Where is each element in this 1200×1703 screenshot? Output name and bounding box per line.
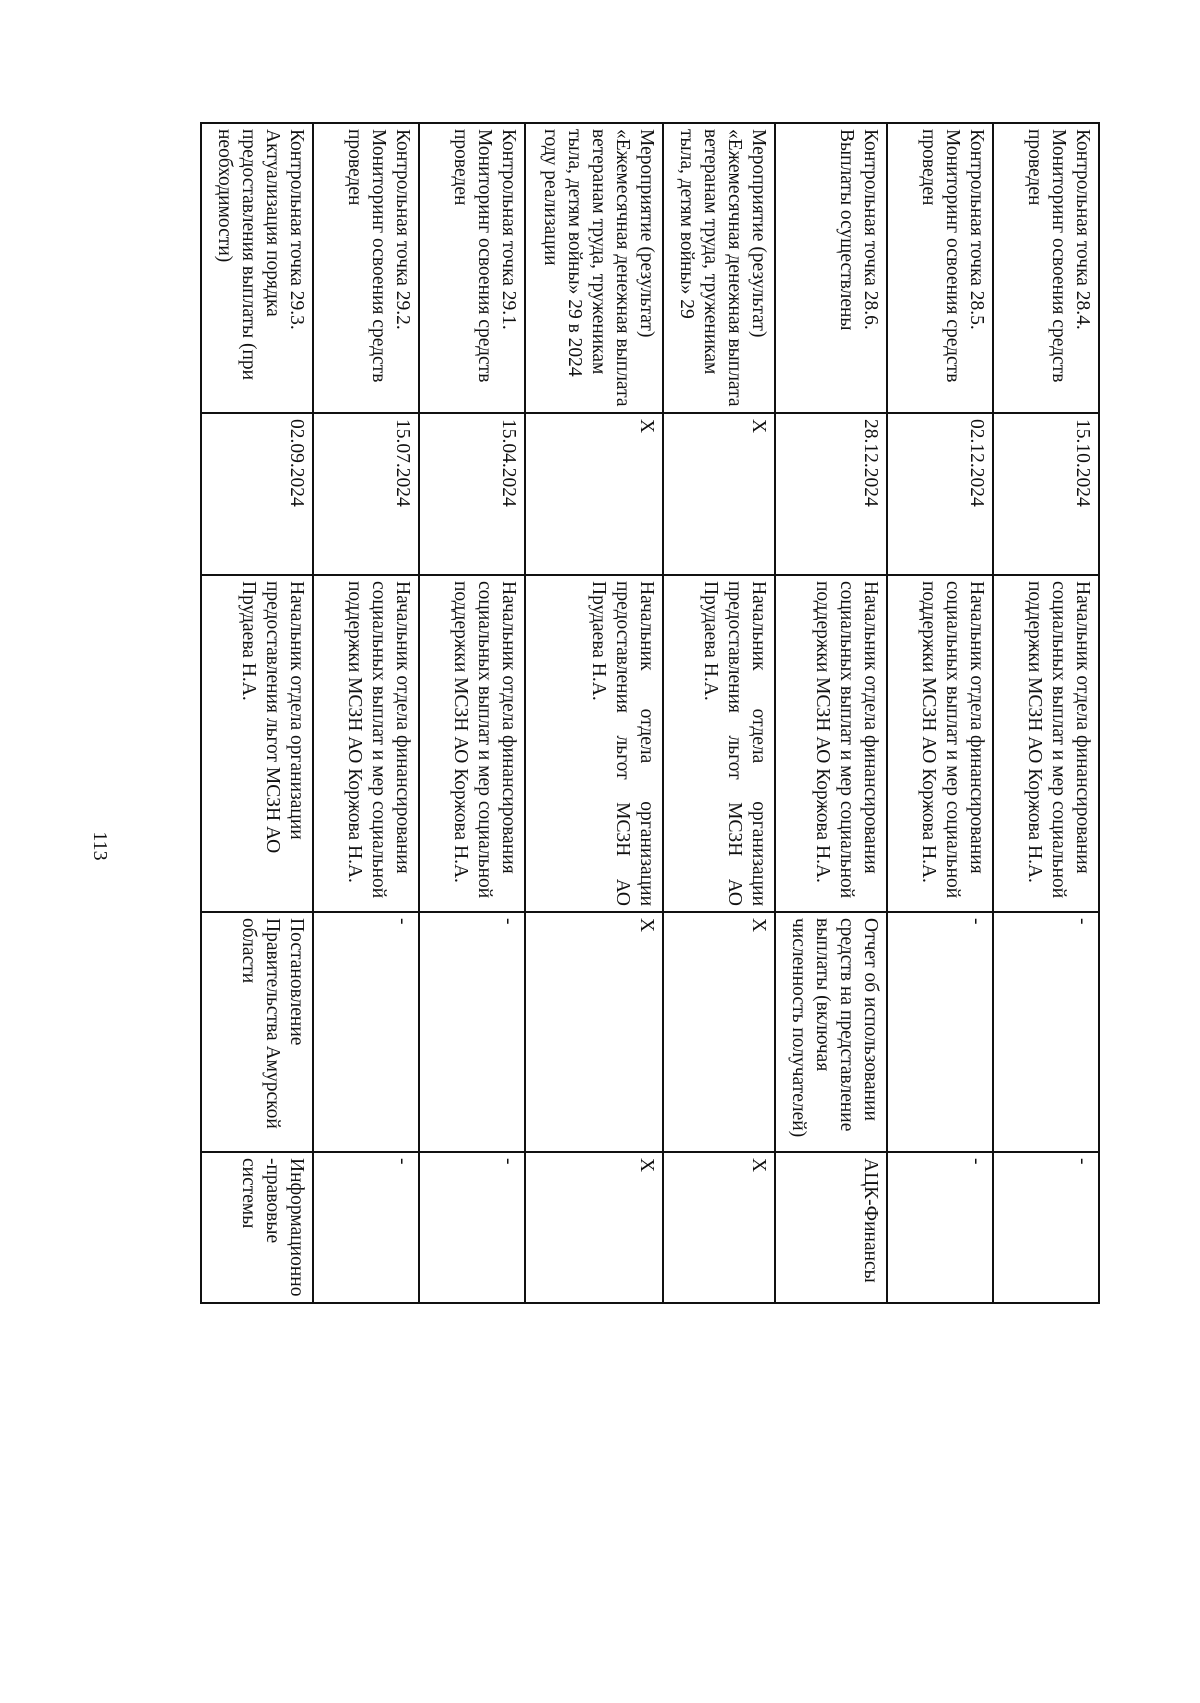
table-row: [887, 123, 993, 1303]
table-row: [525, 123, 663, 1303]
cell-document: -: [419, 912, 525, 1152]
cell-system: -: [993, 1152, 1099, 1303]
cell-name: Контрольная точка 29.2. Мониторинг освоения средств проведен: [313, 123, 419, 413]
cell-document: Постановление Правительства Амурской области: [201, 912, 313, 1152]
cell-name: Мероприятие (результат) «Ежемесячная денежная выплата ветеранам труда, труженикам тыла, детям войны» 29: [663, 123, 775, 413]
cell-responsible: Начальник отдела финансирования социальных выплат и мер социальной поддержки МСЗН АО Коржова Н.А.: [313, 575, 419, 912]
cell-responsible: Начальник отдела финансирования социальных выплат и мер социальной поддержки МСЗН АО Коржова Н.А.: [887, 575, 993, 912]
cell-responsible: Начальник отдела организации предоставления льгот МСЗН АО Прудаева Н.А.: [525, 575, 663, 912]
cell-date: 02.09.2024: [201, 413, 313, 575]
cell-document: Отчет об использовании средств на представление выплаты (включая численность получателей): [775, 912, 887, 1152]
cell-name: Контрольная точка 28.6. Выплаты осуществлены: [775, 123, 887, 413]
cell-date: 15.10.2024: [993, 413, 1099, 575]
table-row: [419, 123, 525, 1303]
cell-date: 15.04.2024: [419, 413, 525, 575]
cell-name: Контрольная точка 29.3. Актуализация порядка предоставления выплаты (при необходимости): [201, 123, 313, 413]
cell-document: Х: [525, 912, 663, 1152]
cell-date: Х: [525, 413, 663, 575]
page-number: 113: [89, 831, 111, 861]
cell-system: -: [887, 1152, 993, 1303]
cell-system: АЦК-Финансы: [775, 1152, 887, 1303]
cell-name: Контрольная точка 28.4. Мониторинг освоения средств проведен: [993, 123, 1099, 413]
table-row: [993, 123, 1099, 1303]
table-row: [201, 123, 313, 1303]
table-row: [313, 123, 419, 1303]
cell-date: Х: [663, 413, 775, 575]
cell-system: -: [419, 1152, 525, 1303]
cell-name: Контрольная точка 29.1. Мониторинг освоения средств проведен: [419, 123, 525, 413]
cell-document: -: [313, 912, 419, 1152]
table-row: [663, 123, 775, 1303]
cell-name: Мероприятие (результат) «Ежемесячная денежная выплата ветеранам труда, труженикам тыла, детям войны» 29 в 2024 году реализации: [525, 123, 663, 413]
cell-responsible: Начальник отдела организации предоставления льгот МСЗН АО Прудаева Н.А.: [201, 575, 313, 912]
cell-document: -: [993, 912, 1099, 1152]
cell-date: 02.12.2024: [887, 413, 993, 575]
cell-responsible: Начальник отдела финансирования социальных выплат и мер социальной поддержки МСЗН АО Коржова Н.А.: [775, 575, 887, 912]
cell-system: -: [313, 1152, 419, 1303]
cell-responsible: Начальник отдела финансирования социальных выплат и мер социальной поддержки МСЗН АО Коржова Н.А.: [419, 575, 525, 912]
cell-responsible: Начальник отдела организации предоставления льгот МСЗН АО Прудаева Н.А.: [663, 575, 775, 912]
plan-table: [200, 122, 1100, 1304]
cell-responsible: Начальник отдела финансирования социальных выплат и мер социальной поддержки МСЗН АО Коржова Н.А.: [993, 575, 1099, 912]
cell-document: -: [887, 912, 993, 1152]
cell-date: 28.12.2024: [775, 413, 887, 575]
cell-date: 15.07.2024: [313, 413, 419, 575]
table-row: [775, 123, 887, 1303]
cell-name: Контрольная точка 28.5. Мониторинг освоения средств проведен: [887, 123, 993, 413]
cell-system: Х: [663, 1152, 775, 1303]
rotated-table-container: [200, 122, 1100, 1302]
cell-document: Х: [663, 912, 775, 1152]
cell-system: Х: [525, 1152, 663, 1303]
cell-system: Информационно-правовые системы: [201, 1152, 313, 1303]
